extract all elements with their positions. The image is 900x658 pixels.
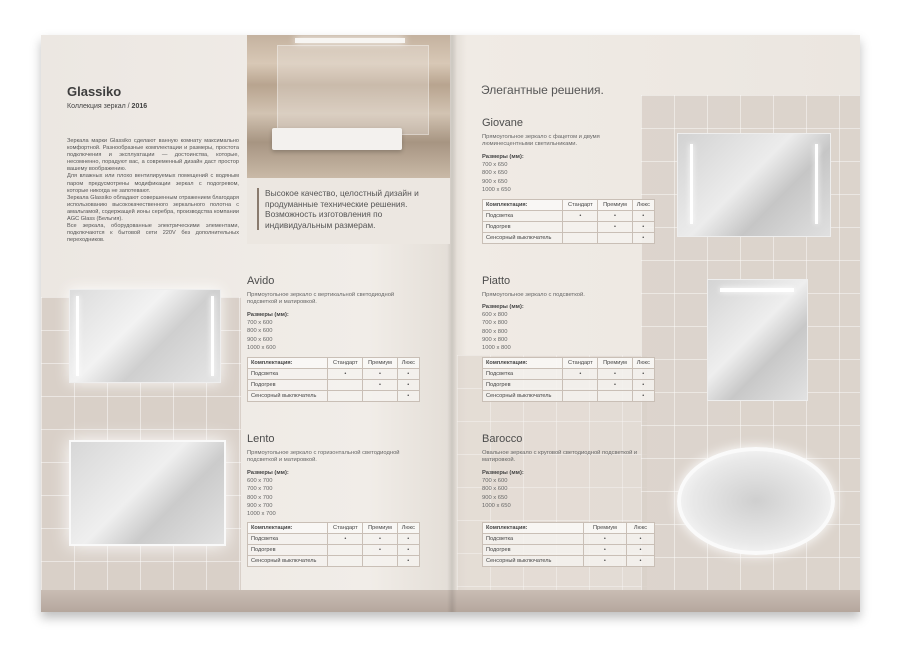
product-sizes-giovane: Размеры (мм): 700 х 650 800 х 650 900 х 650 1000 х 650 xyxy=(482,154,524,193)
brochure-spread xyxy=(41,35,860,612)
product-sizes-lento: Размеры (мм): 600 х 700 700 х 700 800 х 700 900 х 700 1000 х 700 xyxy=(247,470,289,518)
product-title-lento: Lento xyxy=(247,433,275,445)
intro-text xyxy=(67,138,239,244)
section-title: Элегантные решения. xyxy=(481,83,604,97)
spec-table-avido: Комплектация: Стандарт Премиум Люкс Подсветка • • • Подогрев • • Сенсорный выключатель • xyxy=(247,357,420,402)
spec-table-giovane: Комплектация: Стандарт Премиум Люкс Подсветка • • • Подогрев • • Сенсорный выключатель • xyxy=(482,199,655,244)
product-desc-giovane: Прямоугольное зеркало с фацетом и двумя люминесцентными светильниками. xyxy=(482,134,600,148)
product-sizes-avido: Размеры (мм): 700 х 600 800 х 600 900 х 600 1000 х 600 xyxy=(247,312,289,351)
photo-sink xyxy=(272,128,402,150)
avido-mirror-image xyxy=(69,289,221,383)
spec-table-barocco: Комплектация: Премиум Люкс Подсветка • • Подогрев • • Сенсорный выключатель • • xyxy=(482,522,655,567)
product-desc-barocco: Овальное зеркало с круговой светодиодной подсветкой и матировкой. xyxy=(482,450,638,464)
product-title-avido: Avido xyxy=(247,275,275,287)
intro-paragraph: Зеркала марки Glassiko сделают ванную комнату максимально комфортной. Разнообразные комплектации и размеры, простота подключения и эксплуатации — достоинства, которые, несомненно, порадуют вас, а современный дизайн даст простор вашему воображению. xyxy=(67,138,239,173)
photo-mirror xyxy=(277,45,429,135)
product-title-giovane: Giovane xyxy=(482,117,523,129)
bathroom-photo xyxy=(247,35,450,178)
quote-line xyxy=(257,188,259,230)
barocco-mirror-image xyxy=(677,447,835,555)
product-desc-lento: Прямоугольное зеркало с горизонтальной светодиодной подсветкой и матировкой. xyxy=(247,450,400,464)
product-sizes-barocco: Размеры (мм): 700 х 600 800 х 600 900 х 650 1000 х 650 xyxy=(482,470,524,509)
spec-table-piatto: Комплектация: Стандарт Премиум Люкс Подсветка • • • Подогрев • • Сенсорный выключатель • xyxy=(482,357,655,402)
product-sizes-piatto: Размеры (мм): 600 х 800 700 х 800 800 х 800 900 х 800 1000 х 800 xyxy=(482,304,524,352)
intro-paragraph: Все зеркала, оборудованные электрическими элементами, подключаются к бытовой сети 220V без дополнительных переходников. xyxy=(67,223,239,244)
product-title-barocco: Barocco xyxy=(482,433,523,445)
quote-block xyxy=(247,178,450,244)
light-bar xyxy=(295,38,405,43)
product-desc-piatto: Прямоугольное зеркало с подсветкой. xyxy=(482,292,585,298)
collection-subtitle: Коллекция зеркал / 2016 xyxy=(67,103,148,110)
lento-mirror-image xyxy=(69,440,226,546)
spec-table-lento: Комплектация: Стандарт Премиум Люкс Подсветка • • • Подогрев • • Сенсорный выключатель • xyxy=(247,522,420,567)
piatto-mirror-image xyxy=(707,279,808,401)
quote-text: Высокое качество, целостный дизайн и продуманные технические решения. Возможность изготовления по индивидуальным размерам. xyxy=(265,188,419,230)
brand-title: Glassiko xyxy=(67,84,122,99)
intro-paragraph: Зеркала Glassiko обладают совершенным отражением благодаря использованию высококачественного зеркального полотна с амальгамой, содержащей ионы серебра, производства компании AGC Glass (Бельгия). xyxy=(67,194,239,223)
product-title-piatto: Piatto xyxy=(482,275,511,287)
intro-paragraph: Для влажных или плохо вентилируемых помещений с водяным паром предусмотрены модификации зеркал с подогревом, которые никогда не запотевают. xyxy=(67,173,239,194)
giovane-mirror-image xyxy=(677,133,831,237)
product-desc-avido: Прямоугольное зеркало с вертикальной светодиодной подсветкой и матировкой. xyxy=(247,292,395,306)
